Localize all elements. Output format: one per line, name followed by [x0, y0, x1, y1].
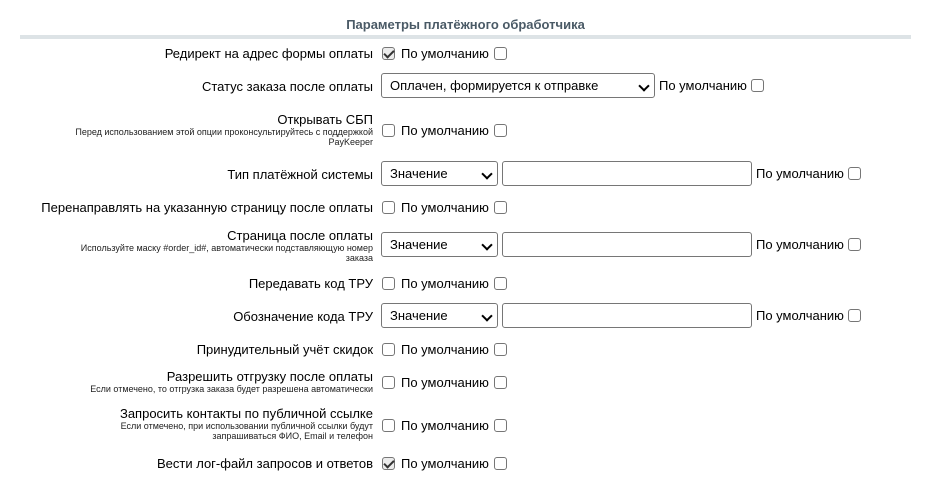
setting-label — [90, 369, 373, 394]
pass-tru-code-default-checkbox[interactable] — [494, 277, 507, 290]
request-contacts-public-link-checkbox[interactable] — [382, 419, 395, 432]
payment-system-type-select-value: Значение — [390, 166, 448, 181]
default-label: По умолчанию — [401, 46, 489, 61]
setting-row-allow-shipment-after-payment — [0, 369, 932, 397]
default-label: По умолчанию — [401, 342, 489, 357]
redirect-to-payment-form-default-checkbox[interactable] — [494, 47, 507, 60]
page-after-payment-input[interactable] — [502, 232, 752, 257]
chevron-down-icon — [481, 239, 492, 250]
default-label: По умолчанию — [401, 200, 489, 215]
default-label: По умолчанию — [659, 78, 747, 93]
tru-code-designation-input[interactable] — [502, 303, 752, 328]
setting-row-log-requests — [0, 455, 932, 473]
setting-label-text: Страница после оплаты — [227, 228, 373, 243]
setting-hint: PayKeeper — [328, 137, 373, 147]
setting-hint: Перед использованием этой опции проконсультируйтесь с поддержкой — [75, 127, 373, 137]
redirect-after-payment-checkbox[interactable] — [382, 201, 395, 214]
default-label: По умолчанию — [756, 237, 844, 252]
default-label: По умолчанию — [756, 166, 844, 181]
setting-label-text: Запросить контакты по публичной ссылке — [119, 406, 373, 421]
order-status-default-checkbox[interactable] — [751, 79, 764, 92]
order-status-select[interactable] — [381, 73, 655, 98]
setting-label — [249, 276, 373, 291]
setting-row-open-sbp — [0, 112, 932, 150]
setting-row-page-after-payment — [0, 228, 932, 266]
setting-label — [233, 309, 373, 324]
setting-label — [120, 406, 373, 441]
setting-label-text: Перенаправлять на указанную страницу после оплаты — [41, 200, 373, 215]
setting-label-text: Открывать СБП — [277, 112, 373, 127]
section-divider — [20, 35, 911, 39]
page-after-payment-select[interactable] — [381, 232, 498, 257]
default-label: По умолчанию — [756, 308, 844, 323]
default-label: По умолчанию — [401, 123, 489, 138]
open-sbp-default-checkbox[interactable] — [494, 124, 507, 137]
setting-hint: заказа — [345, 253, 373, 263]
chevron-down-icon — [638, 80, 649, 91]
setting-row-order-status — [0, 73, 932, 99]
redirect-to-payment-form-checkbox[interactable] — [382, 47, 395, 60]
default-label: По умолчанию — [401, 276, 489, 291]
log-requests-default-checkbox[interactable] — [494, 457, 507, 470]
setting-label-text: Обозначение кода ТРУ — [233, 309, 373, 324]
setting-hint: запрашиваться ФИО, Email и телефон — [212, 431, 373, 441]
payment-system-type-default-checkbox[interactable] — [848, 167, 861, 180]
setting-row-pass-tru-code — [0, 275, 932, 293]
default-label: По умолчанию — [401, 375, 489, 390]
chevron-down-icon — [481, 310, 492, 321]
page-after-payment-default-checkbox[interactable] — [848, 238, 861, 251]
setting-hint: Используйте маску #order_id#, автоматически подставляющую номер — [80, 243, 373, 253]
tru-code-designation-default-checkbox[interactable] — [848, 309, 861, 322]
order-status-select-value: Оплачен, формируется к отправке — [390, 78, 599, 93]
redirect-after-payment-default-checkbox[interactable] — [494, 201, 507, 214]
setting-label — [81, 228, 373, 263]
page-after-payment-select-value: Значение — [390, 237, 448, 252]
log-requests-checkbox[interactable] — [382, 457, 395, 470]
payment-system-type-select[interactable] — [381, 161, 498, 186]
pass-tru-code-checkbox[interactable] — [382, 277, 395, 290]
setting-label-text: Передавать код ТРУ — [248, 276, 373, 291]
setting-label — [165, 46, 373, 61]
payment-system-type-input[interactable] — [502, 161, 752, 186]
tru-code-designation-select[interactable] — [381, 303, 498, 328]
setting-hint: Если отмечено, при использовании публичной ссылки будут — [120, 421, 373, 431]
tru-code-designation-select-value: Значение — [390, 308, 448, 323]
setting-row-forced-discount-accounting — [0, 341, 932, 359]
setting-label-text: Тип платёжной системы — [227, 167, 373, 182]
setting-label-text: Статус заказа после оплаты — [201, 79, 373, 94]
default-label: По умолчанию — [401, 418, 489, 433]
allow-shipment-after-payment-checkbox[interactable] — [382, 376, 395, 389]
setting-label-text: Редирект на адрес формы оплаты — [164, 46, 373, 61]
setting-row-payment-system-type — [0, 161, 932, 187]
setting-row-request-contacts-public-link — [0, 406, 932, 444]
setting-label — [202, 79, 373, 94]
chevron-down-icon — [481, 168, 492, 179]
setting-row-redirect-to-payment-form — [0, 45, 932, 63]
open-sbp-checkbox[interactable] — [382, 124, 395, 137]
setting-label — [75, 112, 373, 147]
setting-label-text: Принудительный учёт скидок — [196, 342, 373, 357]
setting-row-redirect-after-payment — [0, 199, 932, 217]
section-title: Параметры платёжного обработчика — [346, 17, 585, 32]
forced-discount-accounting-checkbox[interactable] — [382, 343, 395, 356]
setting-label-text: Разрешить отгрузку после оплаты — [166, 369, 373, 384]
forced-discount-accounting-default-checkbox[interactable] — [494, 343, 507, 356]
default-label: По умолчанию — [401, 456, 489, 471]
allow-shipment-after-payment-default-checkbox[interactable] — [494, 376, 507, 389]
request-contacts-public-link-default-checkbox[interactable] — [494, 419, 507, 432]
setting-row-tru-code-designation — [0, 303, 932, 329]
setting-label — [41, 200, 373, 215]
setting-label-text: Вести лог-файл запросов и ответов — [156, 456, 373, 471]
setting-label — [157, 456, 373, 471]
setting-hint: Если отмечено, то отгрузка заказа будет разрешена автоматически — [90, 384, 373, 394]
setting-label — [227, 167, 373, 182]
setting-label — [197, 342, 373, 357]
